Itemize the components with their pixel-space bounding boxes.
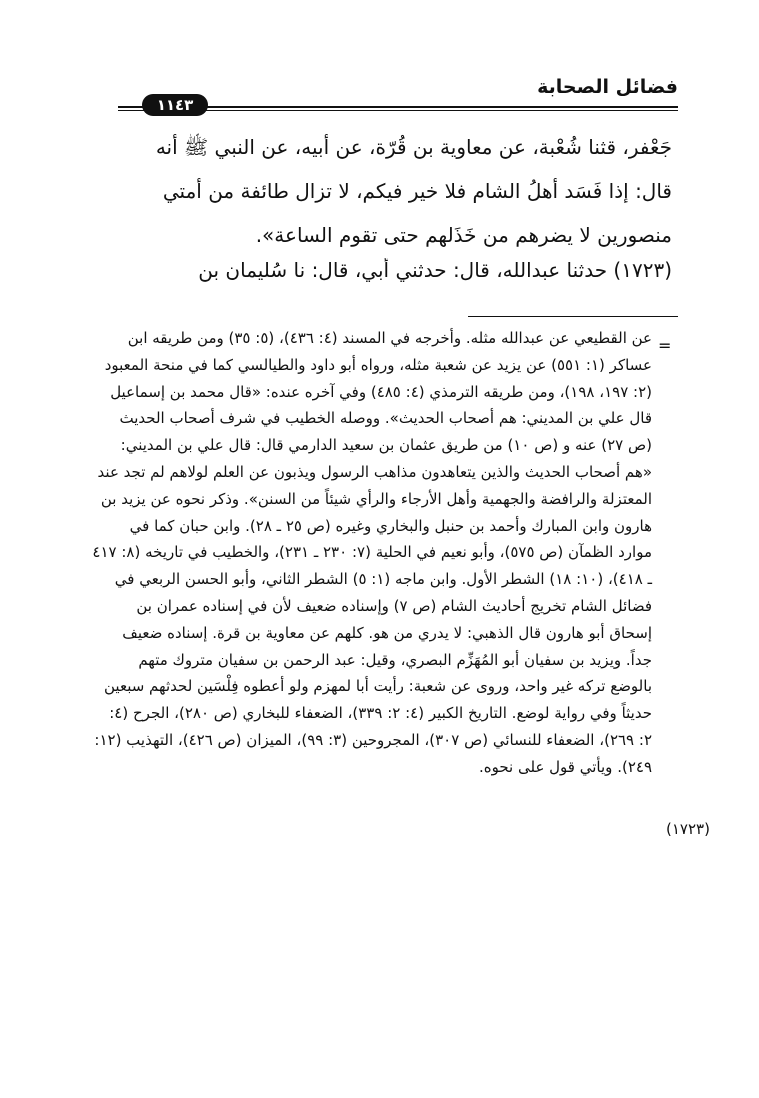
footnote-line: (٤: ٢: ٢٦٩)، الضعفاء للنسائي (ص ٣٠٧)، المجروحين (٣: ٩٩)، xyxy=(109,704,652,749)
main-text-line: قال: إذا فَسَد أهلُ الشام فلا خير فيكم، لا تزال طائفة من أمتي xyxy=(162,179,672,203)
footnote-line: من طريق عثمان بن سعيد الدارمي قال: قال علي بن المديني: «هم xyxy=(120,436,652,481)
footnote-continuation-mark: = xyxy=(658,336,672,355)
running-title: فضائل الصحابة xyxy=(537,76,678,98)
footnote-line: تخريج أحاديث الشام (ص ٧) وإسناده ضعيف لأن في إسناده عمران بن xyxy=(136,596,567,615)
footnote-line: (١٠: ١٨) الشطر الأول. xyxy=(461,570,604,589)
footnote-line: ومن طريقه الترمذي (٤: ٤٨٥) وفي آخره عنده: «قال محمد بن xyxy=(169,382,555,401)
footnote-line: الميزان (ص ٤٢٦)، التهذيب (١٢: ٢٤٩). xyxy=(94,730,652,776)
footnote-line: إسماعيل قال علي بن المديني: هم أصحاب الحديث». xyxy=(110,382,652,428)
footnote-line: التاريخ الكبير (٤: ٢: ٣٣٩)، الضعفاء للبخاري (ص ٢٨٠)، الجرح xyxy=(132,704,507,723)
page-number: ١١٤٣ xyxy=(142,94,208,116)
footnote-line: وابن حبان كما في موارد الظمآن (ص ٥٧٥)، وأبو نعيم في الحلية xyxy=(129,516,652,562)
footnote-line: ووصله الخطيب في شرف أصحاب الحديث (ص ٢٧) عنه و (ص ١٠) xyxy=(119,409,652,455)
page-header xyxy=(118,76,678,116)
footnote-line: ويزيد بن سفيان أبو المُهَزِّم البصري، وقيل: عبد الرحمن بن سفيان xyxy=(217,650,622,669)
footnote-separator xyxy=(468,316,678,317)
footnote-number: (١٧٢٣) xyxy=(666,820,710,838)
footnote-line: إسحاق أبو هارون قال الذهبي: لا يدري من هو. كلهم عن معاوية بن قرة. xyxy=(212,623,652,642)
footnote-line: شيئاً من السنن». وذكر نحوه عن يزيد بن هارون وابن المبارك وأحمد بن xyxy=(100,489,652,535)
footnote-line: ورواه أبو داود والطيالسي كما في منحة المعبود (٢: ١٩٧، ١٩٨)، xyxy=(104,355,652,401)
footnotes xyxy=(92,325,652,781)
footnote-line: لولاهم لم تجد عند المعتزلة والرافضة والجهمية وأهل الأرجاء والرأي xyxy=(97,462,652,508)
footnote-line: وابن ماجه (١: ٥) الشطر الثاني، وأبو الحسن الربعي في فضائل الشام xyxy=(114,570,652,615)
footnote-line: ولو أعطوه فِلْسَين لحدثهم سبعين حديثاً وفي رواية لوضع. xyxy=(104,677,652,723)
main-text-line: منصورين لا يضرهم من خَذَلهم حتى تقوم الساعة». xyxy=(255,223,672,247)
footnote-line: ويأتي قول على نحوه. xyxy=(478,757,613,776)
footnote-line: متروك متهم بالوضع تركه غير واحد، وروى عن شعبة: رأيت أبا لمهزم xyxy=(138,650,652,696)
footnote-line: عن القطيعي عن عبدالله مثله. وأخرجه في المسند (٤: ٤٣٦)، xyxy=(279,329,652,347)
next-hadith-line: (١٧٢٣) حدثنا عبدالله، قال: حدثني أبي، قال: نا سُليمان بن xyxy=(198,258,672,282)
footnote-line: (٧: ٢٣٠ ـ ٢٣١)، والخطيب في تاريخه (٨: ٤١٧ ـ ٤١٨)، xyxy=(92,543,652,589)
footnote-line: حنبل والبخاري وغيره (ص ٢٥ ـ ٢٨). xyxy=(245,516,465,535)
footnote-line: (٥: ٣٥) ومن طريقه ابن عساكر (١: ٥٥١) عن يزيد عن شعبة مثله، xyxy=(127,329,652,374)
main-text-line: جَعْفر، قثنا شُعْبة، عن معاوية بن قُرّة، عن أبيه، عن النبي ﷺ أنه xyxy=(155,135,672,159)
main-text xyxy=(92,125,672,257)
header-rule xyxy=(118,94,678,118)
footnote-line: إسناده ضعيف جداً. xyxy=(122,623,652,669)
footnote-line: أصحاب الحديث والذين يتعاهدون مذاهب الرسول ويذبون عن العلم xyxy=(213,462,621,481)
